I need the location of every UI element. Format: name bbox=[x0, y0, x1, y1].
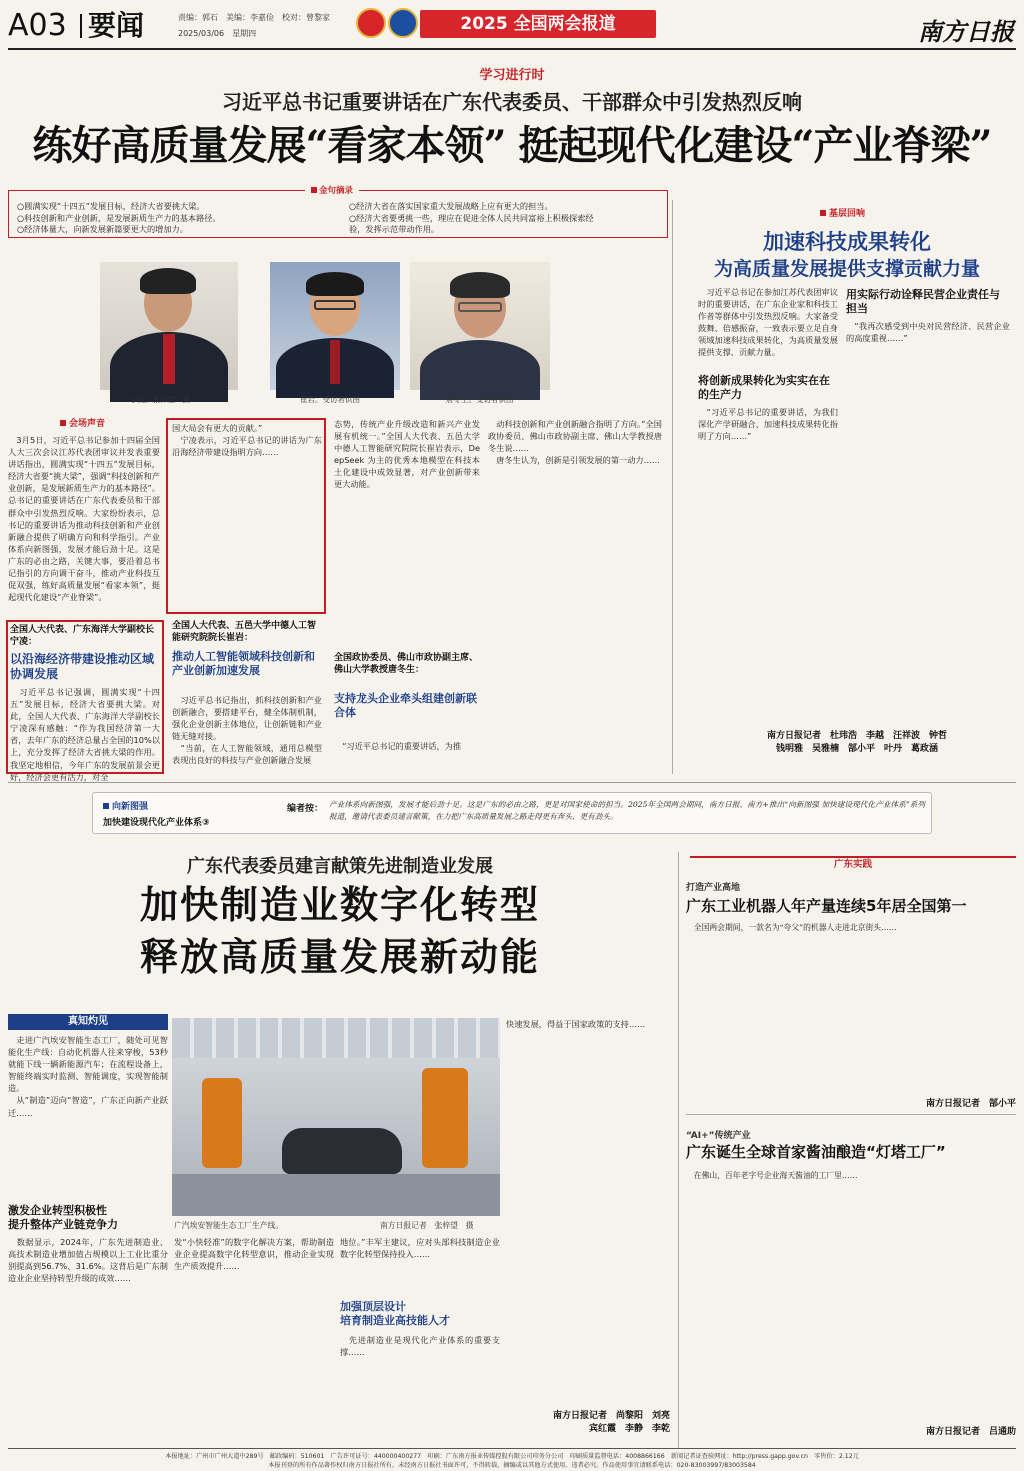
practice-title-2: 广东诞生全球首家酱油酿造“灯塔工厂” bbox=[686, 1143, 946, 1161]
col1-person: 全国人大代表、广东海洋大学副校长宁凌： bbox=[10, 625, 155, 647]
col2-body-1: 国大局会有更大的贡献。” 宁凌表示，习近平总书记的讲话为广东沿海经济带建设指明方向…… bbox=[172, 423, 322, 458]
col2-title: 推动人工智能领域科技创新和产业创新加速发展 bbox=[172, 650, 315, 677]
right-story-sub-1: 将创新成果转化为实实在在的生产力 bbox=[698, 374, 830, 401]
col3-title: 支持龙头企业牵头组建创新联合体 bbox=[334, 692, 477, 719]
emblem-icon bbox=[356, 8, 386, 38]
feature-byline: 南方日报记者 尚黎阳 刘亮 宾红霞 李静 李乾 bbox=[552, 1411, 670, 1434]
caption-ning-ling: 宁凌。张梓望 摄 bbox=[130, 395, 190, 404]
footer-rule bbox=[8, 1448, 1016, 1449]
paper-name-logo: 南方日报 bbox=[918, 17, 1014, 46]
editor-note: 产业体系向新图强，发展才能后劲十足。这是广东的必由之路，更是对国家使命的担当。2025年全国两会期间，南方日报、南方+推出“向新图强 加快建设现代化产业体系”系列报道，邀请代表委员建言献策，在力把广东高质量发展之路走得更有奔头、更有劲头。 bbox=[329, 800, 925, 821]
divider-right-story bbox=[672, 200, 673, 774]
portrait-ning-ling bbox=[100, 262, 238, 390]
feature-sub-2: 加强顶层设计 培育制造业高技能人才 bbox=[340, 1300, 450, 1327]
factory-photo bbox=[172, 1018, 500, 1216]
practice-title-1: 广东工业机器人年产量连续5年居全国第一 bbox=[686, 897, 967, 915]
venue-voices-text: 会场声音 bbox=[69, 419, 106, 429]
portrait-tang-dongsheng bbox=[410, 262, 550, 390]
right-story-title-2: 为高质量发展提供支撑贡献力量 bbox=[713, 258, 980, 280]
practice-body-2: 在佛山，百年老字号企业海天酱油的工厂里…… bbox=[686, 1171, 858, 1180]
col4-body: 动科技创新和产业创新融合指明了方向。”全国政协委员、佛山市政协副主席、佛山大学教授唐冬生说…… 唐冬生认为，创新是引领发展的第一动力…… bbox=[488, 419, 662, 466]
feature-subhead: 广东代表委员建言献策先进制造业发展 bbox=[187, 856, 493, 877]
series-label-text: 向新图强 bbox=[112, 802, 149, 812]
feature-headline-1: 加快制造业数字化转型 bbox=[139, 882, 540, 927]
col3-person: 全国政协委员、佛山市政协副主席、佛山大学教授唐冬生： bbox=[334, 653, 479, 675]
quotes-label-text: 金句摘录 bbox=[319, 186, 354, 196]
lead-headline: 练好高质量发展“看家本领” 挺起现代化建设“产业脊梁” bbox=[32, 122, 992, 169]
date-line: 2025/03/06 星期四 bbox=[178, 29, 257, 38]
divider-practice bbox=[678, 852, 679, 1448]
label-square-icon bbox=[60, 420, 66, 426]
cppcc-emblem-icon bbox=[388, 8, 418, 38]
col3-body-1: 态势，传统产业升级改造和新兴产业发展有机统一。”全国人大代表、五邑大学中德人工智能研究院院长崔岩表示，DeepSeek 为主的优秀本地模型在科技本土化建设中成效显著，对产业创新带来更大动能。 bbox=[334, 419, 480, 490]
quotes-box bbox=[8, 186, 668, 238]
feature-headline-2: 释放高质量发展新动能 bbox=[139, 934, 540, 979]
right-story-body-1: 习近平总书记在参加江苏代表团审议时的重要讲话，在广东企业家和科技工作者等群体中引发热烈反响。大家备受鼓舞、倍感振奋，一致表示要立足自身领域加速科技成果转化，为高质量发展提供支撑、贡献力量。 bbox=[698, 287, 838, 358]
quotes-label bbox=[305, 184, 359, 196]
insight-label bbox=[8, 1014, 168, 1030]
lead-subhead: 习近平总书记重要讲话在广东代表委员、干部群众中引发热烈反响 bbox=[222, 90, 802, 114]
label-square-icon bbox=[820, 210, 826, 216]
col1-body-2: 习近平总书记强调，圆满实现“十四五”发展目标，经济大省要挑大梁。对此，全国人大代表、广东海洋大学副校长宁凌深有感触：“作为我国经济第一大省，去年广东的经济总量占全国的10%以上，充分发挥了经济大省挑大梁的作用。我坚定地相信，今年广东的发展前景会更好，经济会更有活力，对全 bbox=[10, 687, 160, 782]
credits-line: 责编：郭石 美编：李嘉俭 校对：曾黎家 bbox=[178, 13, 330, 22]
footer-line-2: 本报刊登的所有作品著作权归南方日报社所有，未经南方日报社书面许可，不得转载、摘编或以其他方式使用。违者必究。作品使用事宜请联系电话：020-83003997/83003584 bbox=[268, 1462, 756, 1469]
feature-body-4: 地位。”丰军主建议，应对头部科技制造企业数字化转型保持投入…… bbox=[340, 1237, 500, 1260]
right-story-body-2: “习近平总书记的重要讲话，为我们深化产学研融合、加速科技成果转化指明了方向……” bbox=[698, 407, 838, 442]
feature-body-6: 快速发展，得益于国家政策的支持…… bbox=[506, 1019, 646, 1029]
feature-body-5: 先进制造业是现代化产业体系的重要支撑…… bbox=[340, 1335, 500, 1358]
practice-byline-1: 南方日报记者 郜小平 bbox=[925, 1099, 1016, 1109]
banner-text: 2025 全国两会报道 bbox=[460, 14, 616, 34]
series-label bbox=[103, 799, 148, 812]
right-story-byline: 南方日报记者 杜玮浩 李越 汪祥波 钟哲 钱明雅 吴雅楠 郜小平 叶丹 葛政涵 bbox=[766, 731, 947, 754]
col1-title: 以沿海经济带建设推动区域协调发展 bbox=[10, 652, 155, 681]
section-rule bbox=[8, 782, 1016, 783]
caption-tang-dongsheng: 唐冬生。受访者供图 bbox=[446, 395, 514, 404]
section-name: 要闻 bbox=[88, 9, 145, 42]
feature-sub-1: 激发企业转型积极性 提升整体产业链竞争力 bbox=[8, 1204, 118, 1231]
venue-voices-label bbox=[60, 416, 105, 429]
lianghui-banner bbox=[420, 10, 656, 38]
right-story-title-1: 加速科技成果转化 bbox=[763, 230, 931, 254]
series-name: 加快建设现代化产业体系③ bbox=[103, 818, 210, 828]
col2-body-2: 习近平总书记指出，抓科技创新和产业创新融合，要搭建平台，健全体制机制，强化企业创新主体地位，让创新链和产业链无缝对接。 “当前，在人工智能领域，通用总模型表现出良好的科技与产业创新融合发展 bbox=[172, 695, 322, 766]
col2-person: 全国人大代表、五邑大学中德人工智能研究院院长崔岩： bbox=[172, 621, 317, 643]
practice-body-1: 全国两会期间，一款名为“夸父”的机器人走进北京街头…… bbox=[686, 923, 897, 932]
label-square-icon bbox=[103, 803, 109, 809]
lead-kicker: 学习进行时 bbox=[479, 68, 545, 83]
portrait-cui-yan bbox=[270, 262, 400, 390]
grassroots-label bbox=[820, 206, 865, 219]
right-story-body-3: “我再次感受到中央对民营经济、民营企业的高度重视……” bbox=[846, 321, 1010, 344]
caption-cui-yan: 崔岩。受访者供图 bbox=[300, 395, 360, 404]
col3-body-2: “习近平总书记的重要讲话，为推 bbox=[334, 741, 462, 751]
quotes-square-icon bbox=[311, 187, 317, 193]
col1-body-intro: 3月5日，习近平总书记参加十四届全国人大三次会议江苏代表团审议并发表重要讲话指出，圆满实现“十四五”发展目标，经济大省要“挑大梁”，强调“科技创新和产业创新，是发展新质生产力的基本路径”。总书记的重要讲话在广东代表委员和干部群众中引发热烈反响。大家纷纷表示，总书记的重要讲话为推动科技创新和产业创新融合提供了明确方向和科学指引。产业体系向新图强，发展才能后劲十足。这是广东的必由之路，关键大事，要沿着总书记指引的方向调干奋斗，推动产业科技互促双强，练好高质量发展“看家本领”，挺起现代化建设“产业脊梁”。 bbox=[8, 435, 160, 603]
section-divider bbox=[80, 14, 82, 38]
page-code: A03 bbox=[8, 8, 67, 43]
grassroots-text: 基层回响 bbox=[829, 209, 866, 219]
practice-byline-2: 南方日报记者 吕通助 bbox=[925, 1427, 1016, 1437]
practice-kicker-2: “AI+”传统产业 bbox=[686, 1131, 751, 1141]
masthead-rule bbox=[8, 48, 1016, 50]
feature-body-3: 发“小快轻准”的数字化解决方案，帮助制造业企业提高数字化转型意识，推动企业实现生产质效提升…… bbox=[174, 1237, 334, 1272]
feature-body-1: 走进广汽埃安智能生态工厂，随处可见智能化生产线：自动化机器人往来穿梭，53秒就能下线一辆新能源汽车；在流程设备上，智能终端实时监测、智能调度，实现智能制造。 从“制造”迈向“智造”，广东正向新产业跃迁…… bbox=[8, 1035, 168, 1118]
quotes-right: ○经济大省在落实国家重大发展战略上应有更大的担当。 ○经济大省要勇挑一些，理应在促进全体人民共同富裕上积极探索经 验，发挥示范带动作用。 bbox=[349, 201, 594, 234]
factory-photo-caption: 广汽埃安智能生态工厂生产线。 bbox=[174, 1221, 284, 1230]
factory-photo-credit: 南方日报记者 张梓望 摄 bbox=[380, 1221, 474, 1230]
practice-label-text: 广东实践 bbox=[833, 859, 872, 870]
right-story-sub-2: 用实际行动诠释民营企业责任与担当 bbox=[846, 288, 1000, 315]
practice-kicker-1: 打造产业高地 bbox=[686, 883, 741, 893]
footer-line-1: 本报地址：广州市广州大道中289号 邮政编码：510601 广告许可证号：440000400277 印刷：广东南方报业传媒控股有限公司印务分公司 印刷质量监督电话：4008866166 新闻记者证查验网址：http://press.gapp.gov.cn 零售价：2.12元 bbox=[165, 1453, 859, 1460]
feature-body-2: 数据显示，2024年，广东先进制造业、高技术制造业增加值占规模以上工业比重分别提高到56.7%、31.6%。这背后是广东制造业企业坚持转型升级的成效…… bbox=[8, 1237, 168, 1284]
practice-label bbox=[690, 856, 1016, 872]
editor-note-label: 编者按： bbox=[287, 804, 324, 814]
quotes-left: ○圆满实现“十四五”发展目标，经济大省要挑大梁。 ○科技创新和产业创新，是发展新质生产力的基本路径。 ○经济体量大，向新发展新篇要更大的增加力。 bbox=[17, 201, 221, 234]
practice-rule bbox=[686, 1114, 1016, 1115]
series-banner bbox=[92, 792, 932, 834]
insight-label-text: 真知灼见 bbox=[68, 1016, 108, 1027]
masthead bbox=[0, 0, 1024, 50]
